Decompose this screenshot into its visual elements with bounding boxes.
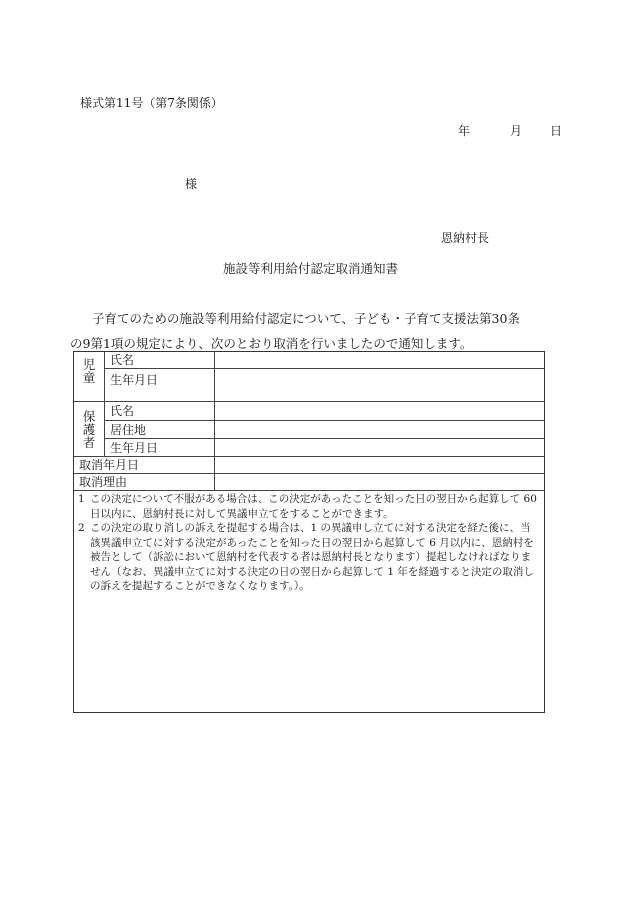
note-number: 2 — [78, 522, 85, 534]
child-name-label: 氏名 — [110, 353, 135, 367]
body-line-1: 子育てのための施設等利用給付認定について、子ども・子育て支援法第30条 — [92, 311, 520, 326]
note-text: この決定について不服がある場合は、この決定があったことを知った日の翌日から起算して 60 日以内に、恩納村長に対して異議申立てをすることができます。 — [90, 493, 537, 520]
child-birthdate-field[interactable] — [220, 370, 538, 398]
child-birthdate-label: 生年月日 — [110, 373, 159, 387]
row-divider — [74, 473, 544, 474]
row-divider — [104, 438, 544, 439]
row-divider — [74, 490, 544, 491]
note-text: この決定の取り消しの訴えを提起する場合は、1 の異議申し立てに対する決定を経た後に、当該異議申立てに対する決定があったことを知った日の翌日から起算して 6 月以内に、恩納村を被告として（訴訟において恩納村を代表する者は恩納村長となります）提起しなければなりません（なお、異議申立てに対する決定の日の翌日から起算して 1 年を経過すると決定の取消しの訴えを提起することができなくなります。）。 — [90, 522, 534, 592]
guardian-birthdate-label: 生年月日 — [110, 441, 159, 455]
cancel-reason-field[interactable] — [220, 475, 538, 489]
addressee-suffix: 様 — [185, 177, 198, 191]
row-divider — [74, 401, 544, 402]
column-divider — [214, 352, 215, 490]
body-paragraph — [70, 306, 550, 356]
cancel-reason-label: 取消理由 — [79, 475, 128, 489]
guardian-address-label: 居住地 — [110, 423, 147, 437]
body-line-2: の9第1項の規定により、次のとおり取消を行いましたので通知します。 — [70, 336, 473, 351]
note-number: 1 — [78, 493, 85, 505]
note-item — [78, 492, 540, 521]
guardian-name-label: 氏名 — [110, 404, 135, 418]
date-line — [458, 122, 562, 139]
guardian-birthdate-field[interactable] — [220, 440, 538, 454]
row-divider — [104, 368, 544, 369]
cancel-date-field[interactable] — [220, 458, 538, 472]
row-divider — [104, 420, 544, 421]
form-number: 様式第11号（第7条関係） — [80, 96, 223, 110]
guardian-group-label: 保 護 者 — [82, 409, 96, 450]
cancel-date-label: 取消年月日 — [79, 458, 140, 472]
row-divider — [74, 456, 544, 457]
guardian-name-field[interactable] — [220, 404, 538, 418]
document-title: 施設等利用給付認定取消通知書 — [223, 261, 399, 276]
notes-section — [78, 492, 540, 594]
child-name-field[interactable] — [220, 353, 538, 367]
column-divider — [104, 352, 105, 456]
child-group-label: 児 童 — [82, 357, 96, 385]
issuer-name: 恩納村長 — [441, 231, 490, 245]
cancellation-form-table — [73, 351, 545, 713]
date-day-label: 日 — [550, 124, 563, 138]
date-year-label: 年 — [458, 124, 471, 138]
guardian-address-field[interactable] — [220, 422, 538, 436]
date-month-label: 月 — [510, 124, 523, 138]
note-item — [78, 521, 540, 594]
